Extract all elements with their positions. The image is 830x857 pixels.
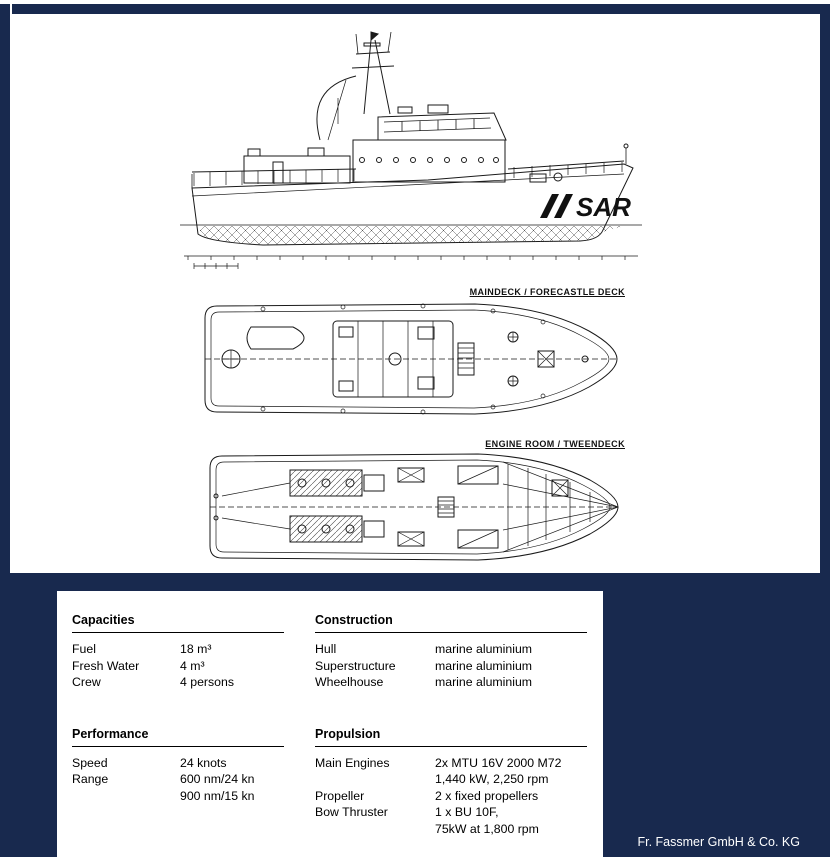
mast bbox=[352, 40, 394, 114]
section-title: Construction bbox=[315, 613, 393, 627]
section-title: Propulsion bbox=[315, 726, 381, 741]
spec-label: Bow Thruster bbox=[315, 805, 388, 819]
spec-row bbox=[72, 641, 284, 658]
wheelhouse-outline bbox=[378, 113, 506, 140]
section-rule bbox=[315, 746, 587, 747]
right-border-bar bbox=[820, 4, 830, 573]
section-capacities bbox=[72, 613, 284, 691]
spec-card bbox=[57, 591, 603, 857]
scale-bar bbox=[194, 263, 238, 269]
spec-value: marine aluminium bbox=[435, 658, 533, 673]
spec-rows bbox=[72, 641, 284, 691]
spec-value: 75kW at 1,800 rpm bbox=[435, 821, 539, 836]
spec-row bbox=[72, 674, 284, 691]
spec-value: 1 x BU 10F, bbox=[435, 805, 499, 819]
spec-label: Hull bbox=[315, 642, 337, 656]
spec-column-right bbox=[315, 613, 587, 837]
spec-label bbox=[315, 821, 435, 838]
section-rule bbox=[315, 632, 587, 633]
section-rule bbox=[72, 632, 284, 633]
spec-row bbox=[72, 755, 284, 772]
spec-row bbox=[315, 674, 587, 691]
rescue-boat-outline bbox=[247, 327, 304, 349]
spec-row bbox=[315, 821, 587, 838]
spec-row bbox=[315, 788, 587, 805]
spec-rows bbox=[72, 755, 284, 805]
spec-row bbox=[315, 771, 587, 788]
spec-label: Propeller bbox=[315, 788, 365, 803]
spec-value: 2x MTU 16V 2000 M72 bbox=[435, 755, 562, 770]
section-rule bbox=[72, 746, 284, 747]
spec-rows bbox=[315, 641, 587, 691]
section-title: Performance bbox=[72, 726, 149, 741]
davit-arc bbox=[317, 76, 356, 140]
spec-row bbox=[315, 658, 587, 675]
spec-row bbox=[72, 658, 284, 675]
spec-value: 18 m³ bbox=[180, 642, 212, 656]
spec-label: Fresh Water bbox=[72, 658, 140, 673]
side-view-drawing bbox=[178, 28, 645, 275]
spec-row bbox=[315, 804, 587, 821]
spec-row bbox=[72, 788, 284, 805]
spec-label: Range bbox=[72, 772, 109, 786]
spec-value: 4 m³ bbox=[180, 658, 205, 673]
spec-value: 1,440 kW, 2,250 rpm bbox=[435, 772, 549, 786]
spec-label: Fuel bbox=[72, 642, 96, 656]
port-engine bbox=[290, 470, 362, 496]
spec-row bbox=[315, 641, 587, 658]
spec-value: 4 persons bbox=[180, 675, 235, 689]
spec-label bbox=[315, 771, 435, 788]
spec-row bbox=[72, 771, 284, 788]
spec-value: 900 nm/15 kn bbox=[180, 788, 255, 803]
engine-room-plan-label: ENGINE ROOM / TWEENDECK bbox=[485, 439, 625, 449]
spec-value: 24 knots bbox=[180, 755, 227, 770]
sar-logo-text: SAR bbox=[576, 192, 631, 222]
company-credit: Fr. Fassmer GmbH & Co. KG bbox=[637, 835, 800, 849]
sar-livery bbox=[540, 192, 631, 222]
spec-label: Wheelhouse bbox=[315, 675, 384, 689]
spec-label: Main Engines bbox=[315, 755, 390, 770]
spec-rows bbox=[315, 755, 587, 838]
spec-label: Crew bbox=[72, 675, 101, 689]
spec-value: 2 x fixed propellers bbox=[435, 788, 539, 803]
spec-column-left bbox=[72, 613, 284, 804]
section-performance bbox=[72, 727, 284, 805]
maindeck-plan-drawing bbox=[193, 297, 625, 421]
spec-row bbox=[315, 755, 587, 772]
section-construction bbox=[315, 613, 587, 691]
top-border-bar bbox=[12, 4, 830, 14]
section-title: Capacities bbox=[72, 613, 135, 627]
section-propulsion bbox=[315, 727, 587, 838]
starboard-engine bbox=[290, 516, 362, 542]
left-border-bar bbox=[0, 4, 10, 573]
maindeck-plan-label: MAINDECK / FORECASTLE DECK bbox=[469, 287, 625, 297]
spec-value: 600 nm/24 kn bbox=[180, 772, 255, 786]
engine-room-plan-drawing bbox=[198, 448, 626, 566]
spec-label bbox=[72, 788, 180, 805]
spec-value: marine aluminium bbox=[435, 675, 533, 689]
spec-label: Superstructure bbox=[315, 658, 396, 673]
spec-label: Speed bbox=[72, 755, 108, 770]
spec-value: marine aluminium bbox=[435, 642, 533, 656]
